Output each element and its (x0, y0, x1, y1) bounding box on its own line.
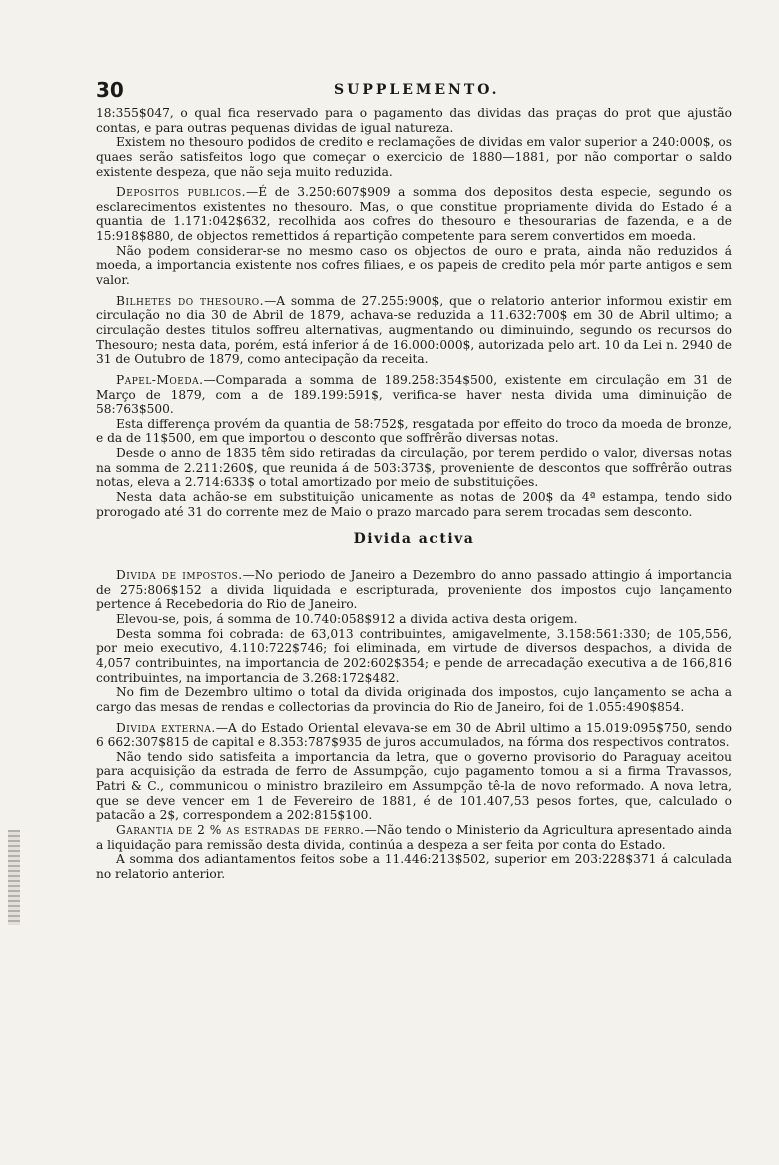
page-number: 30 (96, 78, 124, 102)
paragraph-advances: A somma dos adiantamentos feitos sobe a 11.446:213$502, superior em 203:228$371 á calculada no relatorio anterior. (96, 852, 732, 881)
paragraph-lead: Garantia de 2 % as estradas de ferro. (116, 822, 365, 837)
paragraph-year-end-total: No fim de Dezembro ultimo o total da divida originada dos impostos, cujo lançamento se acha a cargo das mesas de rendas e collectorias da provincia do Rio de Janeiro, foi de 1.055:490$854. (96, 685, 732, 714)
paragraph-withdrawn-notes: Desde o anno de 1835 têm sido retiradas da circulação, por terem perdido o valor, diversas notas na somma de 2.211:260$, que reunida á de 503:373$, proveniente de descontos que soffrêrão outras notas, eleva a 2.714:633$ o total amortizado por meio de substituições. (96, 446, 732, 490)
paragraph-continuation: 18:355$047, o qual fica reservado para o pagamento das dividas das praças do prot que ajustão contas, e para outras pequenas dividas de igual natureza. (96, 106, 732, 135)
paragraph-lead: Divida externa. (116, 720, 216, 735)
paragraph-external-debt: Divida externa.—A do Estado Oriental elevava-se em 30 de Abril ultimo a 15.019:095$750, sendo 6 662:307$815 de capital e 8.353:787$935 de juros accumulados, na fórma dos respectivos contratos. (96, 720, 733, 750)
paragraph-public-deposits: Depositos publicos.—É de 3.250:607$909 a somma dos depositos desta especie, segundo os esclarecimentos existentes no thesouro. Mas, o que constitue propriamente divida do Estado é a quantia de 1.171:042$632, recolhida aos cofres do thesouro e thesourarias de fazenda, e a de 15:918$880, de objectos remettidos á repartição competente para serem convertidos em moeda. (96, 185, 732, 244)
paragraph-lead: Papel-Moeda. (116, 372, 204, 387)
paragraph-paper-money: Papel-Moeda.—Comparada a somma de 189.258:354$500, existente em circulação em 31 de Março de 1879, com a de 189.199:591$, verifica-se haver nesta divida uma diminuição de 58:763$500. (96, 372, 732, 417)
paragraph-pending-credits: Existem no thesouro podidos de credito e reclamações de dividas em valor superior a 240:000$, os quaes serão satisfeitos logo que começar o exercicio de 1880—1881, por não comportar o saldo existente despeza, que não seja muito reduzida. (96, 135, 732, 179)
binding-edge-shadow (8, 830, 20, 925)
paragraph-substitution: Nesta data achão-se em substituição unicamente as notas de 200$ da 4ª estampa, tendo sido prorogado até 31 do corrente mez de Maio o prazo marcado para serem trocadas sem desconto. (96, 490, 732, 519)
paragraph-difference: Esta differença provém da quantia de 58:752$, resgatada por effeito do troco da moeda de bronze, e da de 11$500, em que importou o desconto que soffrêrão diversas notas. (96, 416, 732, 446)
paragraph-collection: Desta somma foi cobrada: de 63,013 contribuintes, amigavelmente, 3.158:561:330; de 105,556, por meio executivo, 4.110:722$746; foi eliminada, em virtude de diversos despachos, a divida de 4,057 contribuintes, na importancia de 202:602$354; e pende de arrecadação executiva a de 166,816 contribuintes, na importancia de 3.268:172$482. (96, 626, 732, 685)
running-head: SUPPLEMENTO. (334, 82, 500, 98)
paragraph-treasury-bills: Bilhetes do thesouro.—A somma de 27.255:900$, que o relatorio anterior informou existir em circulação no dia 30 de Abril de 1879, achava-se reduzida a 11.632:700$ em 30 de Abril ultimo; a circulação destes titulos soffreu alternativas, augmentando ou diminuindo, segundo os recursos do Thesouro; nesta data, porém, está inferior á de 16.000:000$, autorizada pelo art. 10 da Lei n. 2940 de 31 de Outubro de 1879, como antecipação da receita. (96, 293, 732, 367)
page-header (96, 78, 732, 106)
section-title: Divida activa (353, 531, 475, 548)
paragraph-lead: Depositos publicos. (116, 185, 247, 200)
paragraph-active-debt-total: Elevou-se, pois, á somma de 10.740:058$912 a divida activa desta origem. (116, 612, 578, 627)
paragraph-railway-guarantee: Garantia de 2 % as estradas de ferro.—Não tendo o Ministerio da Agricultura apresentado ainda a liquidação para remissão desta divida, continúa a despeza a ser feita por conta do Estado. (96, 822, 732, 852)
paragraph-lead: Divida de impostos. (116, 568, 243, 583)
paragraph-gold-silver: Não podem considerar-se no mesmo caso os objectos de ouro e prata, ainda não reduzidos á moeda, a importancia existente nos cofres filiaes, e os papeis de credito pela mór parte antigos e sem valor. (96, 243, 732, 288)
paragraph-tax-debt: Divida de impostos.—No periodo de Janeiro a Dezembro do anno passado attingio á importancia de 275:806$152 a divida liquidada e escripturada, proveniente dos impostos cujo lançamento pertence á Recebedoria do Rio de Janeiro. (96, 568, 733, 612)
paragraph-paraguay-bill: Não tendo sido satisfeita a importancia da letra, que o governo provisorio do Paraguay aceitou para acquisição da estrada de ferro de Assumpção, cujo pagamento tomou a si a firma Travassos, Patri & C., communicou o ministro brazileiro em Assumpção tê-la de novo reformado. A nova letra, que se deve vencer em 1 de Fevereiro de 1881, é de 101.407,53 pesos fortes, que, calculado o patacão a 2$, correspondem a 202:815$100. (96, 749, 732, 823)
document-page (96, 78, 732, 882)
paragraph-lead: Bilhetes do thesouro. (116, 293, 265, 308)
